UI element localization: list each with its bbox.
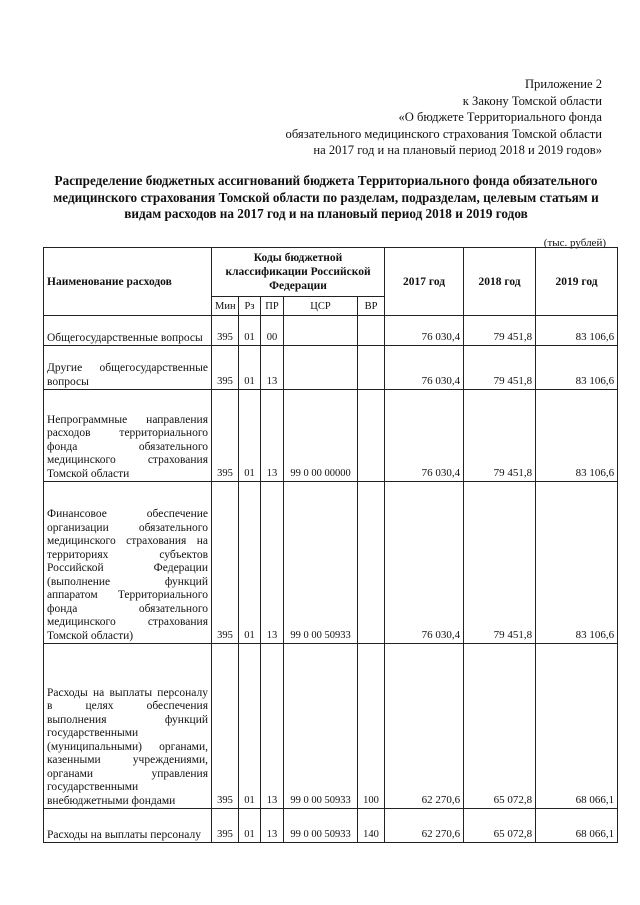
table-row	[44, 644, 618, 809]
row-2018: 65 072,8	[464, 644, 536, 809]
appendix-line: обязательного медицинского страхования Томской области	[285, 126, 602, 141]
row-2017: 76 030,4	[385, 316, 464, 346]
row-min: 395	[212, 482, 239, 644]
table-row	[44, 390, 618, 482]
row-2018: 79 451,8	[464, 482, 536, 644]
appendix-header	[286, 76, 602, 159]
row-pr: 13	[261, 482, 284, 644]
row-pr: 13	[261, 346, 284, 390]
row-name: Другие общегосударственные вопросы	[44, 346, 212, 390]
document-title: Распределение бюджетных ассигнований бюджета Территориального фонда обязательного медицинского страхования Томской области по разделам, подразделам, целевым статьям и видам расходов на 2017 год и на плановый период 2018 и 2019 годов	[53, 173, 599, 221]
row-2019: 83 106,6	[536, 390, 618, 482]
header-pr: ПР	[261, 297, 284, 316]
row-2019: 83 106,6	[536, 482, 618, 644]
row-csr	[284, 316, 358, 346]
row-rz: 01	[239, 390, 261, 482]
row-name: Финансовое обеспечение организации обязательного медицинского страхования на территориях субъектов Российской Федерации (выполнение функций аппаратом Территориального фонда обязательного медицинского страхования Томской области)	[44, 482, 212, 644]
row-name: Общегосударственные вопросы	[44, 316, 212, 346]
row-csr: 99 0 00 50933	[284, 644, 358, 809]
table-row	[44, 346, 618, 390]
row-rz: 01	[239, 316, 261, 346]
row-2019: 83 106,6	[536, 316, 618, 346]
row-pr: 13	[261, 644, 284, 809]
row-2017: 76 030,4	[385, 346, 464, 390]
row-vr: 100	[358, 644, 385, 809]
table-row	[44, 809, 618, 843]
row-2018: 65 072,8	[464, 809, 536, 843]
table-row	[44, 316, 618, 346]
row-min: 395	[212, 346, 239, 390]
row-pr: 13	[261, 809, 284, 843]
row-name: Непрограммные направления расходов территориального фонда обязательного медицинского страхования Томской области	[44, 390, 212, 482]
header-2017: 2017 год	[385, 248, 464, 316]
row-min: 395	[212, 316, 239, 346]
row-pr: 00	[261, 316, 284, 346]
row-rz: 01	[239, 482, 261, 644]
row-2017: 76 030,4	[385, 390, 464, 482]
budget-table	[43, 247, 618, 843]
row-min: 395	[212, 644, 239, 809]
row-pr: 13	[261, 390, 284, 482]
header-min: Мин	[212, 297, 239, 316]
header-codes: Коды бюджетной классификации Российской Федерации	[212, 248, 385, 297]
header-name: Наименование расходов	[44, 248, 212, 316]
units-label: (тыс. рублей)	[543, 237, 606, 249]
row-2017: 62 270,6	[385, 809, 464, 843]
table-row	[44, 482, 618, 644]
row-min: 395	[212, 390, 239, 482]
row-rz: 01	[239, 809, 261, 843]
header-vr: ВР	[358, 297, 385, 316]
row-csr: 99 0 00 50933	[284, 809, 358, 843]
row-rz: 01	[239, 346, 261, 390]
row-vr	[358, 482, 385, 644]
row-2019: 68 066,1	[536, 809, 618, 843]
row-2018: 79 451,8	[464, 346, 536, 390]
appendix-line: к Закону Томской области	[462, 93, 602, 108]
row-vr	[358, 316, 385, 346]
row-vr	[358, 390, 385, 482]
header-rz: Рз	[239, 297, 261, 316]
row-name: Расходы на выплаты персоналу в целях обеспечения выполнения функций государственными (муниципальными) органами, казенными учреждениями, органами управления государственными внебюджетными фондами	[44, 644, 212, 809]
row-2019: 83 106,6	[536, 346, 618, 390]
row-csr: 99 0 00 50933	[284, 482, 358, 644]
row-rz: 01	[239, 644, 261, 809]
appendix-line: на 2017 год и на плановый период 2018 и 2019 годов»	[313, 143, 602, 158]
appendix-line: Приложение 2	[524, 77, 602, 91]
row-csr	[284, 346, 358, 390]
row-vr: 140	[358, 809, 385, 843]
row-csr: 99 0 00 00000	[284, 390, 358, 482]
row-2017: 62 270,6	[385, 644, 464, 809]
header-2019: 2019 год	[536, 248, 618, 316]
row-2018: 79 451,8	[464, 390, 536, 482]
row-vr	[358, 346, 385, 390]
row-2017: 76 030,4	[385, 482, 464, 644]
appendix-line: «О бюджете Территориального фонда	[398, 110, 602, 125]
row-name: Расходы на выплаты персоналу	[44, 809, 212, 843]
header-2018: 2018 год	[464, 248, 536, 316]
row-2018: 79 451,8	[464, 316, 536, 346]
header-csr: ЦСР	[284, 297, 358, 316]
row-2019: 68 066,1	[536, 644, 618, 809]
row-min: 395	[212, 809, 239, 843]
